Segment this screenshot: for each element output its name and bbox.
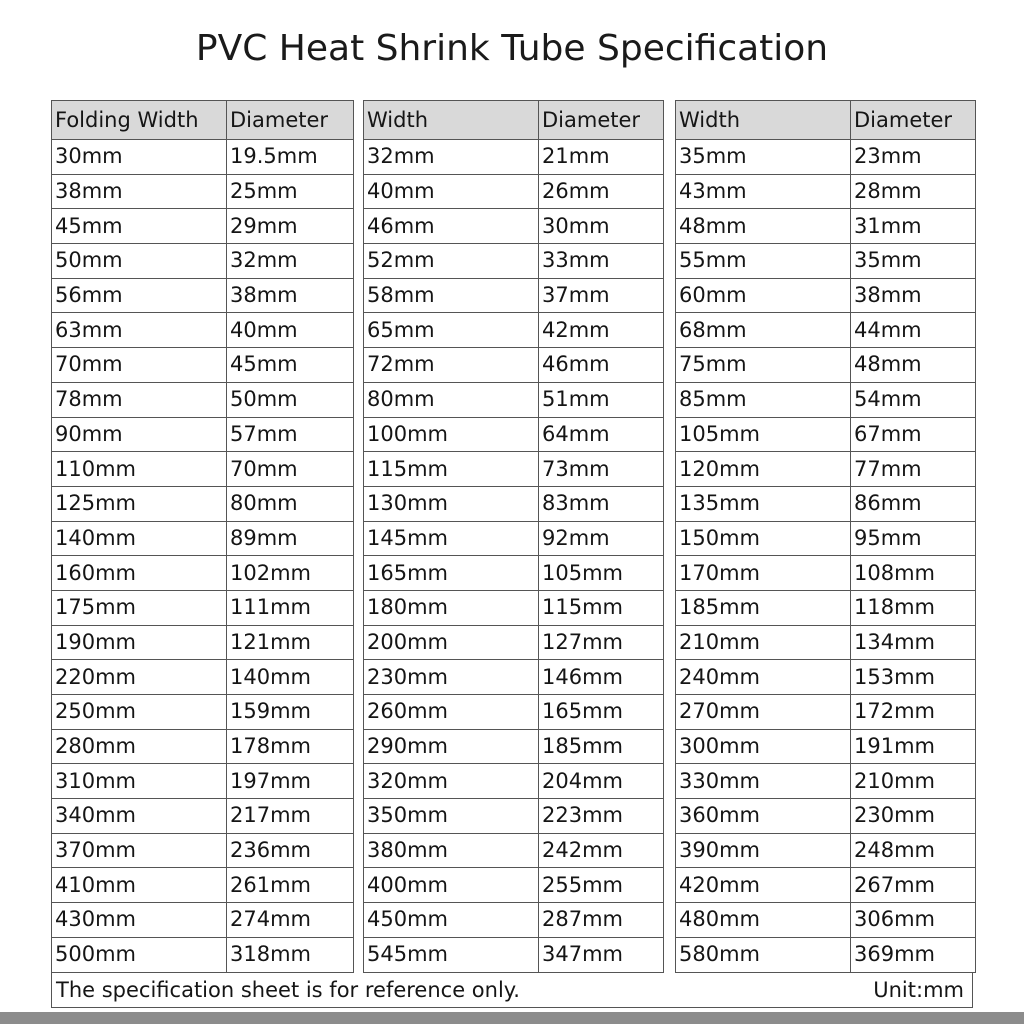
width-cell: 210mm — [676, 625, 851, 660]
width-cell: 80mm — [364, 382, 539, 417]
diameter-cell: 77mm — [851, 452, 976, 487]
table-row — [676, 590, 976, 625]
table-row — [676, 174, 976, 209]
diameter-cell: 45mm — [227, 348, 354, 383]
diameter-cell: 172mm — [851, 695, 976, 730]
width-cell: 310mm — [52, 764, 227, 799]
diameter-cell: 57mm — [227, 417, 354, 452]
width-cell: 300mm — [676, 729, 851, 764]
table-row — [364, 903, 664, 938]
width-cell: 380mm — [364, 833, 539, 868]
table-row — [676, 556, 976, 591]
width-cell: 175mm — [52, 590, 227, 625]
table-row — [676, 382, 976, 417]
diameter-cell: 31mm — [851, 209, 976, 244]
width-cell: 65mm — [364, 313, 539, 348]
diameter-cell: 30mm — [539, 209, 664, 244]
table-row — [364, 209, 664, 244]
column-header: Diameter — [851, 101, 976, 140]
diameter-cell: 347mm — [539, 937, 664, 972]
spec-blocks — [51, 100, 973, 973]
column-header: Diameter — [227, 101, 354, 140]
diameter-cell: 67mm — [851, 417, 976, 452]
table-row — [676, 348, 976, 383]
spec-footer — [51, 973, 973, 1008]
table-row — [676, 764, 976, 799]
table-row — [364, 348, 664, 383]
table-row — [52, 140, 354, 175]
width-cell: 270mm — [676, 695, 851, 730]
table-row — [364, 937, 664, 972]
diameter-cell: 197mm — [227, 764, 354, 799]
table-row — [676, 313, 976, 348]
column-header: Width — [364, 101, 539, 140]
width-cell: 190mm — [52, 625, 227, 660]
width-cell: 230mm — [364, 660, 539, 695]
diameter-cell: 37mm — [539, 278, 664, 313]
width-cell: 220mm — [52, 660, 227, 695]
table-row — [52, 382, 354, 417]
diameter-cell: 287mm — [539, 903, 664, 938]
table-row — [676, 729, 976, 764]
diameter-cell: 242mm — [539, 833, 664, 868]
width-cell: 46mm — [364, 209, 539, 244]
table-row — [676, 660, 976, 695]
diameter-cell: 38mm — [227, 278, 354, 313]
width-cell: 450mm — [364, 903, 539, 938]
width-cell: 165mm — [364, 556, 539, 591]
diameter-cell: 21mm — [539, 140, 664, 175]
diameter-cell: 64mm — [539, 417, 664, 452]
width-cell: 70mm — [52, 348, 227, 383]
table-row — [364, 695, 664, 730]
diameter-cell: 48mm — [851, 348, 976, 383]
table-row — [364, 244, 664, 279]
diameter-cell: 306mm — [851, 903, 976, 938]
table-row — [52, 937, 354, 972]
width-cell: 120mm — [676, 452, 851, 487]
width-cell: 350mm — [364, 799, 539, 834]
table-row — [52, 452, 354, 487]
width-cell: 72mm — [364, 348, 539, 383]
width-cell: 105mm — [676, 417, 851, 452]
diameter-cell: 115mm — [539, 590, 664, 625]
width-cell: 48mm — [676, 209, 851, 244]
width-cell: 60mm — [676, 278, 851, 313]
width-cell: 330mm — [676, 764, 851, 799]
table-row — [52, 486, 354, 521]
diameter-cell: 191mm — [851, 729, 976, 764]
diameter-cell: 32mm — [227, 244, 354, 279]
diameter-cell: 159mm — [227, 695, 354, 730]
diameter-cell: 25mm — [227, 174, 354, 209]
diameter-cell: 217mm — [227, 799, 354, 834]
width-cell: 240mm — [676, 660, 851, 695]
diameter-cell: 26mm — [539, 174, 664, 209]
table-row — [676, 244, 976, 279]
diameter-cell: 44mm — [851, 313, 976, 348]
diameter-cell: 118mm — [851, 590, 976, 625]
table-row — [52, 521, 354, 556]
diameter-cell: 80mm — [227, 486, 354, 521]
diameter-cell: 111mm — [227, 590, 354, 625]
diameter-cell: 261mm — [227, 868, 354, 903]
width-cell: 580mm — [676, 937, 851, 972]
table-row — [364, 729, 664, 764]
spec-table-3 — [675, 100, 976, 973]
width-cell: 58mm — [364, 278, 539, 313]
table-row — [364, 833, 664, 868]
diameter-cell: 267mm — [851, 868, 976, 903]
diameter-cell: 255mm — [539, 868, 664, 903]
page-title: PVC Heat Shrink Tube Specification — [195, 28, 829, 69]
table-row — [676, 695, 976, 730]
diameter-cell: 46mm — [539, 348, 664, 383]
spec-table-1 — [51, 100, 354, 973]
diameter-cell: 146mm — [539, 660, 664, 695]
table-row — [364, 313, 664, 348]
width-cell: 410mm — [52, 868, 227, 903]
diameter-cell: 369mm — [851, 937, 976, 972]
table-row — [364, 660, 664, 695]
table-row — [364, 868, 664, 903]
width-cell: 200mm — [364, 625, 539, 660]
diameter-cell: 92mm — [539, 521, 664, 556]
width-cell: 370mm — [52, 833, 227, 868]
diameter-cell: 248mm — [851, 833, 976, 868]
width-cell: 115mm — [364, 452, 539, 487]
width-cell: 340mm — [52, 799, 227, 834]
table-header-row — [52, 101, 354, 140]
width-cell: 390mm — [676, 833, 851, 868]
spec-table-2 — [363, 100, 664, 973]
width-cell: 68mm — [676, 313, 851, 348]
table-row — [52, 868, 354, 903]
width-cell: 35mm — [676, 140, 851, 175]
diameter-cell: 274mm — [227, 903, 354, 938]
width-cell: 32mm — [364, 140, 539, 175]
table-row — [364, 799, 664, 834]
diameter-cell: 105mm — [539, 556, 664, 591]
table-row — [364, 590, 664, 625]
table-row — [52, 348, 354, 383]
table-row — [52, 729, 354, 764]
table-row — [52, 695, 354, 730]
table-row — [364, 140, 664, 175]
width-cell: 52mm — [364, 244, 539, 279]
table-header-row — [676, 101, 976, 140]
width-cell: 280mm — [52, 729, 227, 764]
table-row — [52, 903, 354, 938]
diameter-cell: 51mm — [539, 382, 664, 417]
width-cell: 290mm — [364, 729, 539, 764]
diameter-cell: 134mm — [851, 625, 976, 660]
column-header: Folding Width — [52, 101, 227, 140]
diameter-cell: 165mm — [539, 695, 664, 730]
width-cell: 78mm — [52, 382, 227, 417]
width-cell: 43mm — [676, 174, 851, 209]
width-cell: 30mm — [52, 140, 227, 175]
width-cell: 500mm — [52, 937, 227, 972]
width-cell: 75mm — [676, 348, 851, 383]
table-row — [364, 625, 664, 660]
table-row — [364, 486, 664, 521]
width-cell: 250mm — [52, 695, 227, 730]
spec-sheet — [51, 100, 973, 1008]
table-row — [364, 174, 664, 209]
width-cell: 145mm — [364, 521, 539, 556]
diameter-cell: 19.5mm — [227, 140, 354, 175]
diameter-cell: 83mm — [539, 486, 664, 521]
diameter-cell: 121mm — [227, 625, 354, 660]
table-row — [364, 556, 664, 591]
width-cell: 135mm — [676, 486, 851, 521]
diameter-cell: 102mm — [227, 556, 354, 591]
table-row — [676, 625, 976, 660]
diameter-cell: 223mm — [539, 799, 664, 834]
column-header: Width — [676, 101, 851, 140]
table-row — [52, 244, 354, 279]
diameter-cell: 40mm — [227, 313, 354, 348]
table-row — [52, 313, 354, 348]
width-cell: 185mm — [676, 590, 851, 625]
width-cell: 180mm — [364, 590, 539, 625]
width-cell: 430mm — [52, 903, 227, 938]
width-cell: 420mm — [676, 868, 851, 903]
width-cell: 170mm — [676, 556, 851, 591]
diameter-cell: 127mm — [539, 625, 664, 660]
diameter-cell: 42mm — [539, 313, 664, 348]
diameter-cell: 318mm — [227, 937, 354, 972]
diameter-cell: 70mm — [227, 452, 354, 487]
diameter-cell: 210mm — [851, 764, 976, 799]
table-row — [676, 140, 976, 175]
table-row — [364, 382, 664, 417]
table-row — [52, 625, 354, 660]
width-cell: 160mm — [52, 556, 227, 591]
table-row — [52, 833, 354, 868]
column-header: Diameter — [539, 101, 664, 140]
table-row — [364, 521, 664, 556]
diameter-cell: 204mm — [539, 764, 664, 799]
table-row — [52, 764, 354, 799]
diameter-cell: 73mm — [539, 452, 664, 487]
table-header-row — [364, 101, 664, 140]
diameter-cell: 50mm — [227, 382, 354, 417]
table-row — [364, 417, 664, 452]
table-row — [52, 278, 354, 313]
diameter-cell: 230mm — [851, 799, 976, 834]
reference-note: The specification sheet is for reference only. — [56, 977, 520, 1002]
width-cell: 110mm — [52, 452, 227, 487]
table-row — [676, 868, 976, 903]
table-row — [676, 417, 976, 452]
width-cell: 85mm — [676, 382, 851, 417]
diameter-cell: 35mm — [851, 244, 976, 279]
diameter-cell: 185mm — [539, 729, 664, 764]
table-row — [676, 903, 976, 938]
table-row — [364, 452, 664, 487]
width-cell: 480mm — [676, 903, 851, 938]
width-cell: 360mm — [676, 799, 851, 834]
width-cell: 150mm — [676, 521, 851, 556]
width-cell: 400mm — [364, 868, 539, 903]
diameter-cell: 236mm — [227, 833, 354, 868]
table-row — [52, 174, 354, 209]
table-row — [676, 937, 976, 972]
width-cell: 56mm — [52, 278, 227, 313]
table-row — [52, 417, 354, 452]
width-cell: 125mm — [52, 486, 227, 521]
diameter-cell: 54mm — [851, 382, 976, 417]
table-row — [52, 799, 354, 834]
table-row — [52, 209, 354, 244]
table-row — [676, 833, 976, 868]
diameter-cell: 86mm — [851, 486, 976, 521]
diameter-cell: 140mm — [227, 660, 354, 695]
width-cell: 100mm — [364, 417, 539, 452]
width-cell: 140mm — [52, 521, 227, 556]
width-cell: 130mm — [364, 486, 539, 521]
width-cell: 40mm — [364, 174, 539, 209]
width-cell: 63mm — [52, 313, 227, 348]
table-row — [676, 209, 976, 244]
width-cell: 90mm — [52, 417, 227, 452]
table-row — [676, 452, 976, 487]
width-cell: 38mm — [52, 174, 227, 209]
width-cell: 260mm — [364, 695, 539, 730]
width-cell: 545mm — [364, 937, 539, 972]
width-cell: 50mm — [52, 244, 227, 279]
diameter-cell: 29mm — [227, 209, 354, 244]
width-cell: 55mm — [676, 244, 851, 279]
width-cell: 320mm — [364, 764, 539, 799]
diameter-cell: 178mm — [227, 729, 354, 764]
table-row — [364, 764, 664, 799]
table-row — [676, 486, 976, 521]
table-row — [676, 521, 976, 556]
table-row — [676, 278, 976, 313]
diameter-cell: 89mm — [227, 521, 354, 556]
width-cell: 45mm — [52, 209, 227, 244]
diameter-cell: 153mm — [851, 660, 976, 695]
bottom-border-bar — [0, 1012, 1024, 1024]
diameter-cell: 28mm — [851, 174, 976, 209]
table-row — [364, 278, 664, 313]
unit-label: Unit:mm — [873, 977, 964, 1002]
diameter-cell: 38mm — [851, 278, 976, 313]
table-row — [52, 660, 354, 695]
table-row — [52, 590, 354, 625]
diameter-cell: 95mm — [851, 521, 976, 556]
table-row — [52, 556, 354, 591]
diameter-cell: 108mm — [851, 556, 976, 591]
diameter-cell: 33mm — [539, 244, 664, 279]
table-row — [676, 799, 976, 834]
diameter-cell: 23mm — [851, 140, 976, 175]
